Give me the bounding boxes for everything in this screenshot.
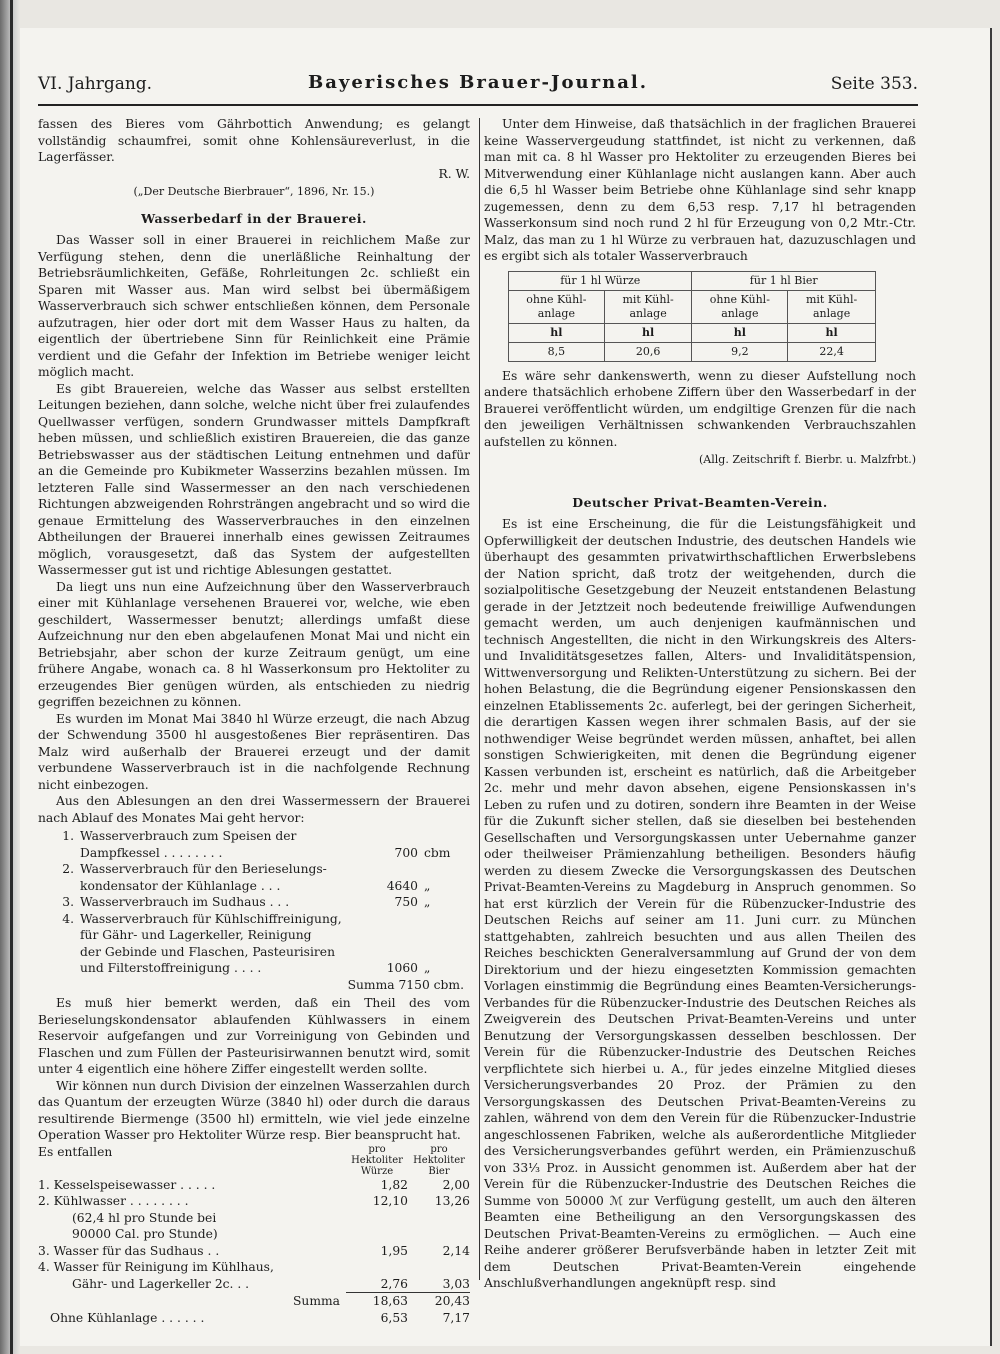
water-consumption-list [38,828,470,993]
total-water-table: für 1 hl Würze für 1 hl Bier ohne Kühl-anlage mit Kühl-anlage ohne Kühl-anlage mit Kühl-anlage hl hl hl hl 8,5 20,6 9,2 22,4 [508,271,876,362]
right-column [484,116,916,1292]
page-edge [10,0,13,1354]
table-row: (62,4 hl pro Stunde bei [72,1210,217,1225]
table-row: Gähr- und Lagerkeller 2c. . . 2,76 3,03 [72,1276,470,1291]
section-title-wasserbedarf: Wasserbedarf in der Brauerei. [141,210,367,226]
volume-label: VI. Jahrgang. [38,74,153,94]
header-rule [38,104,918,106]
running-header [38,70,918,100]
paragraph: Aus den Ablesungen an den drei Wassermessern der Brauerei nach Ablauf des Monates Mai geht hervor: [38,794,470,825]
column-divider [479,118,480,1280]
paragraph: Es wurden im Monat Mai 3840 hl Würze erzeugt, die nach Abzug der Schwendung 3500 hl ausgestoßenes Bier repräsentiren. Das Malz wird außerhalb der Brauerei erzeugt und der damit verbundene Wasserverbrauch ist in die nachfolgende Rechnung nicht einbezogen. [38,711,470,792]
ohne-kuehlanlage-row: Ohne Kühlanlage . . . . . . 6,53 7,17 [50,1310,470,1325]
summa-row: Summa 18,63 20,43 [293,1293,470,1308]
list-item: 4. Wasserverbrauch für Kühlschiffreinigung, für Gähr- und Lagerkeller, Reinigung der Gebinde und Flaschen, Pasteurisiren und Filterstoffreinigung . . . . 1060 „ [62,911,431,975]
intro-source: („Der Deutsche Bierbrauer“, 1896, Nr. 15.) [133,185,375,198]
intro-signature: R. W. [438,166,470,181]
table-row: 3. Wasser für das Sudhaus . . 1,95 2,14 [38,1243,470,1258]
page-number: Seite 353. [830,74,918,94]
list-item: 2. Wasserverbrauch für den Berieselungs- kondensator der Kühlanlage . . . 4640 „ [62,862,431,893]
table-row: 2. Kühlwasser . . . . . . . . 12,10 13,26 [38,1194,470,1208]
table-group-header: für 1 hl Würze [509,271,692,290]
paragraph: Es wäre sehr dankenswerth, wenn zu dieser Aufstellung noch andere thatsächlich erhobene Ziffern über den Wasserbedarf in der Brauerei veröffentlicht würden, um endgiltige Grenzen für die nach den jeweiligen Verhältnissen schwankenden Verbrauchszahlen aufstellen zu können. [484,368,916,449]
table-group-header: für 1 hl Bier [692,271,876,290]
paragraph: Es muß hier bemerkt werden, daß ein Theil des vom Berieselungskondensator ablaufenden Kühlwassers in einem Reservoir aufgefangen und zur Vorreinigung von Gebinden und Flaschen und zum Füllen der Pasteurisirwannen benutzt wird, somit unter 4 eigentlich eine höhere Ziffer eingestellt werden sollte. [38,996,470,1076]
table-row: 90000 Cal. pro Stunde) [72,1227,218,1241]
paragraph: Es gibt Brauereien, welche das Wasser aus selbst erstellten Leitungen beziehen, dann solche, welche nicht über frei zulaufendes Quellwasser verfügen, sondern Grundwasser mittels Dampfkraft heben müssen, und schließlich existiren Brauereien, die das ganze Betriebswasser aus der städtischen Leitung entnehmen und dafür an die Gemeinde pro Kubikmeter Wasserzins bezahlen müssen. Im letzteren Falle sind Wassermesser an den nach verschiedenen Richtungen abzweigenden Rohrsträngen angebracht und so wird die genaue Ermittelung des Wasserverbrauches in den einzelnen Abtheilungen der Brauerei innerhalb eines gewissen Zeitraumes möglich, vorausgesetzt, daß das System der aufgestellten Wassermesser gut ist und richtige Ablesungen gestattet. [38,381,470,577]
table-row: 8,5 20,6 9,2 22,4 [509,342,876,361]
list-item: 3. Wasserverbrauch im Sudhaus . . . 750 „ [62,895,431,909]
left-column [38,116,470,1326]
paragraph: Das Wasser soll in einer Brauerei in reichlichem Maße zur Verfügung stehen, denn die unerläßliche Reinhaltung der Betriebsräumlichkeiten, Gefäße, Rohrleitungen 2c. schließt ein Sparen mit Wasser aus. Man wird selbst bei übermäßigem Wasserverbrauch sich schwer entschließen können, dem Personale aufzutragen, hier oder dort mit dem Wasser Haus zu halten, da eigentlich der übertriebene Sinn für Reinlichkeit eine Prämie verdient und die Gefahr der Infektion im Betriebe weniger leicht möglich macht. [38,233,470,379]
table-row: 4. Wasser für Reinigung im Kühlhaus, [38,1260,274,1274]
source-citation: (Allg. Zeitschrift f. Bierbr. u. Malzfrbt.) [699,453,916,466]
paragraph: Es ist eine Erscheinung, die für die Leistungsfähigkeit und Opferwilligkeit der deutschen Industrie, des deutschen Handels wie überhaupt des gesammten privatwirthschaftlichen Erwerbslebens der Nation spricht, daß trotz der weitgehenden, durch die sozialpolitische Gesetzgebung der Neuzeit entstandenen Belastung gerade in der Jetztzeit noch bedeutende freiwillige Aufwendungen gemacht werden, um auch denjenigen kaufmännischen und technisch Angestellten, die nicht in den Wirkungskreis des Alters- und Invaliditätsgesetzes fallen, Alters- und Invaliditätspension, Wittwenversorgung und Relikten-Unterstützung zu sichern. Bei der hohen Belastung, die die Begründung eigener Pensionskassen den einzelnen Etablissements 2c. auferlegt, bei der geringen Sicherheit, die derartigen Kassen wegen ihrer schmalen Basis, auf der sie nothwendiger Weise begründet werden müssen, anhaftet, bei allen sonstigen Schwierigkeiten, mit denen die Begründung eigener Kassen verbunden ist, erscheint es natürlich, daß die Arbeitgeber 2c. mehr und mehr davon absehen, eigene Pensionskassen in's Leben zu rufen und zu dotiren, sondern ihre Beamten in der Weise für die Zukunft sicher stellen, daß sie dieselben bei bestehenden Gesellschaften und Versorgungskassen unter Uebernahme ganzer oder theilweiser Prämienzahlung betheiligen. Besonders häufig werden zu diesem Zwecke die Versorgungskassen des Deutschen Privat-Beamten-Vereins zu Magdeburg in Anspruch genommen. So hat erst kürzlich der Verein für die Rübenzucker-Industrie des Deutschen Reichs auf seiner am 11. Juni curr. zu München stattgehabten, zahlreich besuchten und aus allen Theilen des Reiches beschickten Generalversammlung auf Grund der von dem Direktorium und der hiezu eingesetzten Kommission gemachten Vorlagen einstimmig die Begründung eines Beamten-Versicherungs-Verbandes für die Rübenzucker-Industrie des Deutschen Reiches als Zweigverein des Deutschen Privat-Beamten-Vereins und unter Benutzung der Versorgungskassen desselben beschlossen. Der Verein für die Rübenzucker-Industrie des Deutschen Reiches verpflichtete sich hierbei u. A., für jedes einzelne Mitglied dieses Versicherungsverbandes 20 Proz. der Prämien zu den Versorgungskassen des Deutschen Privat-Beamten-Vereins zu zahlen, während von dem den Verein für die Rübenzucker-Industrie angeschlossenen Fabriken, welche als außerordentliche Mitglieder des Versicherungsverbandes geführt werden, ein Prämienzuschuß von 33⅓ Proz. in Aussicht genommen ist. Außerdem aber hat der Verein für die Rübenzucker-Industrie des Deutschen Reiches die Summe von 50000 ℳ zur Verfügung gestellt, um auch den älteren Beamten eine Betheiligung an den Versorgungskassen des Deutschen Privat-Beamten-Vereins zu ermöglichen. — Auch eine Reihe anderer größerer Berufsverbände haben in letzter Zeit mit dem Deutschen Privat-Beamten-Verein eingehende Anschlußverhandlungen angeknüpft resp. sind [484,517,916,1290]
table-row: 1. Kesselspeisewasser . . . . . 1,82 2,00 [38,1177,470,1192]
paragraph: Da liegt uns nun eine Aufzeichnung über den Wasserverbrauch einer mit Kühlanlage versehenen Brauerei vor, welche, wie eben geschildert, Wassermesser benutzt; allerdings umfaßt diese Aufzeichnung nur den eben abgelaufenen Monat Mai und nicht ein Betriebsjahr, aber schon der kurze Zeitraum genügt, um eine frühere Angabe, wonach ca. 8 hl Wasserkonsum pro Hektoliter zu erzeugendes Bier genügen würden, als entschieden zu niedrig gegriffen bezeichnen zu können. [38,579,470,709]
paragraph: Wir können nun durch Division der einzelnen Wasserzahlen durch das Quantum der erzeugten Würze (3840 hl) oder durch die daraus resultirende Biermenge (3500 hl) ermitteln, wie viel jede einzelne Operation Wasser pro Hektoliter Würze resp. Bier beansprucht hat. [38,1078,470,1142]
intro-paragraph: fassen des Bieres vom Gährbottich Anwendung; es gelangt vollständig schaumfrei, somit ohne Kohlensäureverlust, in die Lagerfässer. [38,117,470,164]
paragraph: Unter dem Hinweise, daß thatsächlich in der fraglichen Brauerei keine Wasservergeudung stattfindet, ist nicht zu verkennen, daß man mit ca. 8 hl Wasser pro Hektoliter zu erzeugenden Bieres bei Mitverwendung einer Kühlanlage nicht auslangen kann. Aber auch die 6,5 hl Wasser beim Betriebe ohne Kühlanlage sind sehr knapp zugemessen, denn zu dem 6,53 resp. 7,17 hl betragenden Wasserkonsum sind noch rund 2 hl für Erzeugung von 0,2 Mtr.-Ctr. Malz, das man zu 1 hl Würze zu verbrauen hat, dazuzuschlagen und es ergibt sich als totaler Wasserverbrauch [484,117,916,263]
section-title-privat-beamten: Deutscher Privat-Beamten-Verein. [572,494,828,510]
per-hectoliter-table: Es entfallen pro Hektoliter Würze pro Hektoliter Bier 1. Kesselspeisewasser . . . . . 1,82 2,00 2. Kühlwasser . . . . . . . . 12,10 13,26 (62,4 hl pro Stunde bei 90000 Cal. pro Stunde) 3. Wasser für das Sudhaus . . 1,95 2,14 4. Wasser für Reinigung im Kühlhaus, Gähr- und Lagerkeller 2c. . . 2,76 3,03 Summa 18,63 20,43 Ohne Kühlanlage . . . . . . 6,53 7,17 [38,1143,470,1325]
journal-title: Bayerisches Brauer-Journal. [308,72,648,93]
list-item: 1. Wasserverbrauch zum Speisen der Dampfkessel . . . . . . . . 700 cbm [62,829,451,860]
sum-line: Summa 7150 cbm. [347,977,464,992]
